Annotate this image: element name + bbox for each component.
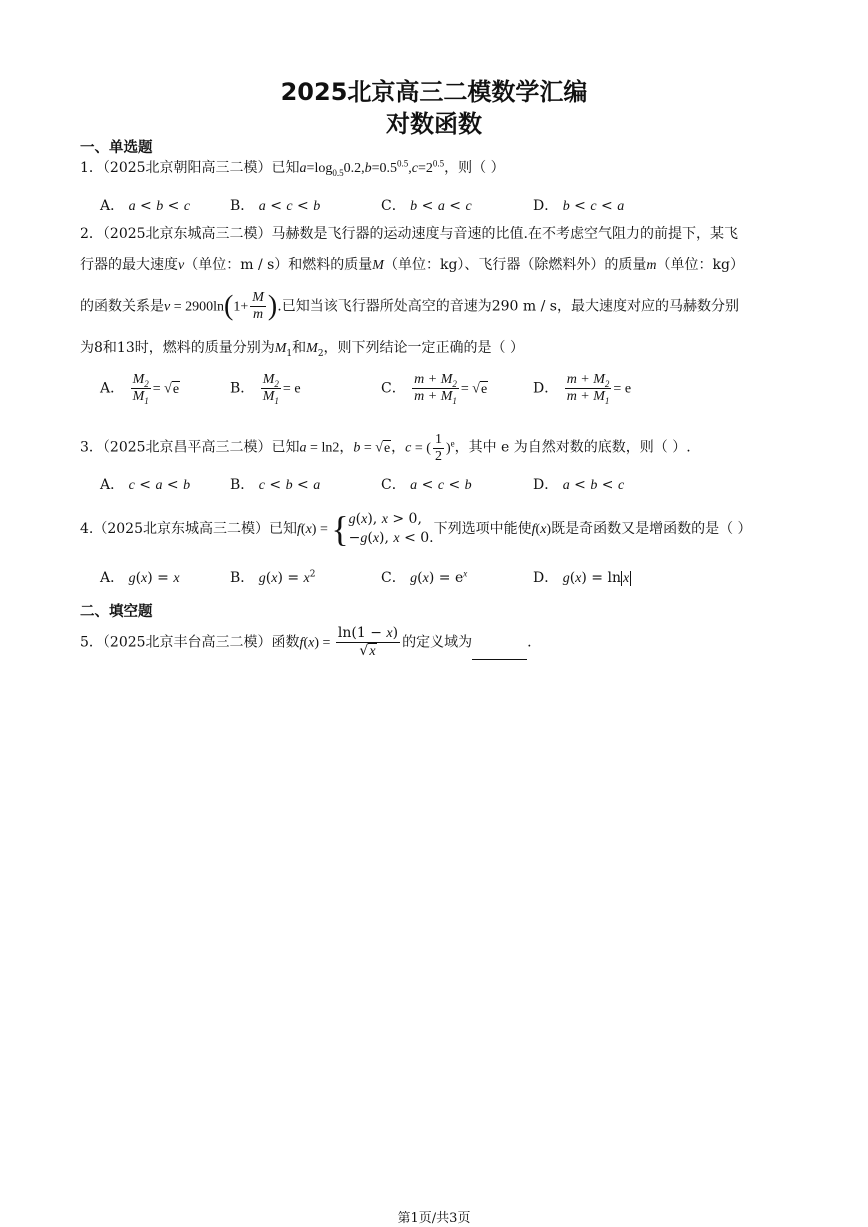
option-b: B． $\frac{M_2}{M_1}$ = e	[230, 372, 301, 406]
question-3: 3．（2025北京昌平高三二模）已知a = ln2，b = √e，c = ( $\frac{1}{2}$ )$^e$，其中 e 为自然对数的底数，则（ ）.	[80, 432, 691, 464]
option-a: A． a < b < c	[100, 198, 191, 214]
option-d: D． $\frac{m + M_2}{m + M_1}$ = e	[533, 372, 632, 406]
section-heading-single-choice: 一、单选题	[80, 140, 153, 156]
question-2-line-4: 为8和13时，燃料的质量分别为$M_1$和$M_2$，则下列结论一定正确的是（ ）	[80, 340, 524, 359]
question-4: 4.（2025北京东城高三二模）已知f(x) = { g(x), x > 0, −g(x), x < 0. 下列选项中能使f(x)既是奇函数又是增函数的是（ ）	[80, 509, 752, 549]
option-b: B． $g(x) = x^2$	[230, 569, 316, 586]
option-a: A． g(x) = x	[100, 570, 180, 586]
option-c: C． $\frac{m + M_2}{m + M_1}$ = √e	[381, 372, 488, 406]
section-heading-fill-blank: 二、填空题	[80, 604, 153, 620]
question-1: 1．（2025北京朝阳高三二模）已知$a=\log_{0.5}0.2,b=0.5^{0.5},c=2^{0.5}$，则（ ）	[80, 158, 505, 178]
option-b: B． a < c < b	[230, 198, 321, 214]
answer-blank[interactable]	[472, 645, 527, 660]
page-number: 第1页/共3页	[397, 1211, 471, 1226]
option-a: A． $\frac{M_2}{M_1}$ = √e	[100, 372, 180, 406]
question-2-line-1: 2．（2025北京东城高三二模）马赫数是飞行器的运动速度与音速的比值.在不考虑空气阻力的前提下，某飞	[80, 226, 738, 242]
question-5: 5．（2025北京丰台高三二模）函数f(x) = $\frac{\ln(1 - x)}{√x}$ 的定义域为 .	[80, 625, 532, 659]
option-c: C． a < c < b	[381, 477, 472, 493]
option-c: C． $g(x) = e^x$	[381, 568, 468, 586]
option-d: D． a < b < c	[533, 477, 625, 493]
option-c: C． b < a < c	[381, 198, 472, 214]
option-d: D． g(x) = ln x	[533, 570, 630, 586]
option-a: A． c < a < b	[100, 477, 191, 493]
page-title: 2025北京高三二模数学汇编	[280, 78, 588, 106]
option-b: B． c < b < a	[230, 477, 321, 493]
question-2-line-3: 的函数关系是v = 2900ln(1+ $\frac{M}{m}$ ).已知当该飞行器所处高空的音速为290 m / s，最大速度对应的马赫数分别	[80, 290, 739, 322]
option-d: D． b < c < a	[533, 198, 625, 214]
page-subtitle: 对数函数	[386, 110, 482, 138]
question-2-line-2: 行器的最大速度v（单位：m / s）和燃料的质量M（单位：kg）、飞行器（除燃料外）的质量m（单位：kg）	[80, 257, 744, 273]
